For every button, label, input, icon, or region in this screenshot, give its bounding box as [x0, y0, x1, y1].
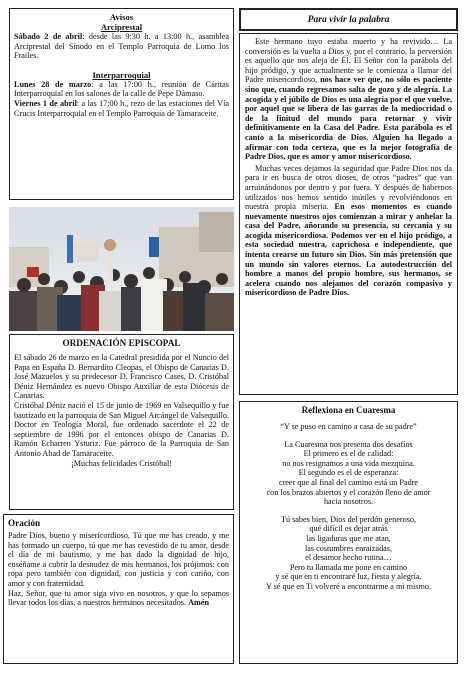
verse-line: las ligaduras que me atan, — [306, 533, 391, 543]
reflexiona-box — [239, 401, 458, 664]
ordenacion-title: ORDENACIÓN EPISCOPAL — [62, 338, 181, 348]
aviso-item-3 — [14, 99, 229, 118]
verse-line: El segundo es el de esperanza: — [298, 468, 399, 478]
oracion-text-2-body: Haz, Señor, que tu amor siga vivo en nosotros, y que lo sepamos llevar todos los días, a nuestros hermanos necesitados. — [8, 588, 229, 608]
verse-line: creer que al final del camino está un Padre — [278, 477, 419, 487]
oracion-text-2 — [8, 589, 229, 608]
verse-line: hacia nosotros. — [323, 497, 374, 507]
avisos-title: Avisos — [109, 12, 134, 22]
aviso-date: Lunes 28 de marzo — [14, 79, 92, 89]
ordenacion-box — [9, 334, 234, 510]
avisos-subtitle-arciprestal: Arciprestal — [100, 22, 143, 32]
reflexiona-stanza-2 — [244, 515, 453, 592]
aviso-text: : desde las 9:30 h. a 13:00 h., asamblea Arciprestal del Sínodo en el Templo Parroquia de Lomo los Frailes. — [14, 32, 229, 61]
palabra-box — [239, 33, 458, 395]
palabra-paragraph-1-a: Este hermano tuyo estaba muerto y ha revivido… La conversión es la vuelta a Dios y, por el contrario, la perversión es aquello que nos aleja de Él. El Señor con la parábola del hijo pródigo, y que actualmente se le comienza a llamar del Padre misericordioso, — [245, 37, 452, 85]
verse-line: El primero es el de calidad: — [303, 449, 394, 459]
verse-line: y sé que en ti encontraré luz, fiesta y alegría. — [275, 572, 422, 582]
aviso-item-1 — [14, 32, 229, 61]
oracion-title: Oración — [8, 518, 41, 528]
verse-line: Y sé que en Ti volveré a encontrarme a mi mismo. — [265, 581, 431, 591]
aviso-date: Viernes 1 de abril — [14, 98, 77, 108]
oracion-box — [3, 514, 234, 664]
palabra-title: Para vivir la palabra — [307, 14, 390, 25]
reflexiona-stanza-1 — [244, 440, 453, 507]
aviso-text: : a las 17:00 h., reunión de Cáritas Interparroquial en los salones de la calle de Pepe Dámaso. — [14, 79, 229, 99]
aviso-item-2 — [14, 80, 229, 99]
verse-line: el desamor hecho rutina… — [305, 553, 392, 563]
oracion-amen: Amén — [188, 598, 210, 608]
ordenacion-congrats: ¡Muchas felicidades Cristóbal! — [71, 458, 172, 468]
aviso-text: : a las 17:00 h., rezo de las estaciones del Vía Crucis Interparroquial en el Templo Parroquia de Tamaraceite. — [14, 98, 229, 118]
aviso-date: Sábado 2 de abril — [14, 32, 83, 41]
verse-line: con los brazos abiertos y el corazón lleno de amor — [266, 487, 431, 497]
oracion-text: Padre Dios, bueno y misericordioso, Tú que me has creado, y me has formado un cuerpo, tú que me has revestido de tu amor, desde el día de mi bautismo, y me has dado la dignidad de hijo, enséñame a cubrir la desnudez de mis hermanos, los prójimos: con ropa pero también con dignidad, con justicia y con cariño, con amor y con fraternidad. — [8, 531, 229, 588]
crowd-photo-illustration — [9, 207, 234, 331]
palabra-paragraph-2-a: Muchas veces dejamos la seguridad que Padre Dios nos da para ir en busca de otros dioses, de otros “padres” que van arruinándonos por dentro y por fuera. Y después de habernos utilizados nos hemos sentido inútiles y revolviéndonos en nuestra propia miseria. — [245, 163, 452, 212]
verse-line: qué difícil es dejar atrás — [309, 524, 388, 534]
ordination-photo — [9, 207, 234, 331]
verse-line: Pero tu llamada me pone en camino — [289, 562, 408, 572]
avisos-box — [9, 8, 234, 200]
ordenacion-paragraph-1: El sábado 26 de marzo en la Catedral presidida por el Nuncio del Papa en España D. Bernardito Cleopas, el Obispo de Canarias D. José Mazuelos y su predecesor D. Francisco Cases, D. Cristóbal Déniz Hernández es nuevo Obispo Auxiliar de esta Diócesis de Canarias. — [14, 353, 229, 401]
ordenacion-paragraph-2: Cristóbal Déniz nació el 15 de junio de 1969 en Valsequillo y fue bautizado en la parroquia de San Miguel Arcángel de Valsequillo. Doctor en Teología Moral, fue ordenado sacerdote el 22 de septiembre de 1996 por el entonces obispo de Canarias D. Ramón Echarren Ysturiz. Fue párroco de la Parroquia de San Antonio Abad de Tamaraceite. — [14, 400, 229, 458]
palabra-paragraph-2-b: En esos momentos es cuando nuevamente nuestros ojos comienzan a mirar y anhelar la casa del Padre, añorando su presencia, su cercanía y su acogida misericordiosa. Podemos ver en el hijo pródigo, a esta sociedad nuestra, caprichosa e independiente, que intenta crearse un futuro sin Dios. Sin más pretensión que un mundo sin valores eternos. La autodestrucción del hombre a manos del propio hombre, sus hermanos, se acelera cuando nos alejamos del corazón compasivo y misericordioso de Padre Dios. — [245, 202, 452, 298]
avisos-subtitle-interparroquial: Interparroquial — [92, 69, 151, 80]
verse-line: Tú sabes bien, Dios del perdón generoso, — [280, 514, 417, 524]
palabra-paragraph-2 — [245, 164, 452, 298]
verse-line: las costumbres enraizadas, — [304, 543, 393, 553]
verse-line: La Cuaresma nos presenta dos desafíos — [284, 439, 413, 449]
reflexiona-title: Reflexiona en Cuaresma — [301, 405, 396, 415]
reflexiona-quote: “Y se puso en camino a casa de su padre” — [280, 422, 417, 431]
palabra-paragraph-1 — [245, 37, 452, 162]
verse-line: no nos resignamos a una vida mezquina. — [282, 458, 415, 468]
palabra-paragraph-1-b: nos hace ver que, no sólo es paciente sino que, cuando regresamos salta de gozo y de alegría. La acogida y el júbilo de Dios es una alegría por el que vuelve, por aquel que se libera de las garras de la mediocridad o de la finitud del mundo para retornar y vivir definitivamente en la Casa del Padre. Esta parábola es el canto a la misericordia de Dios. Alguien ha llegado a afirmar con toda certeza, que es la mejor fotografía de Padre Dios, que es amor y amor misericordioso. — [245, 75, 452, 162]
palabra-title-box — [239, 8, 458, 31]
